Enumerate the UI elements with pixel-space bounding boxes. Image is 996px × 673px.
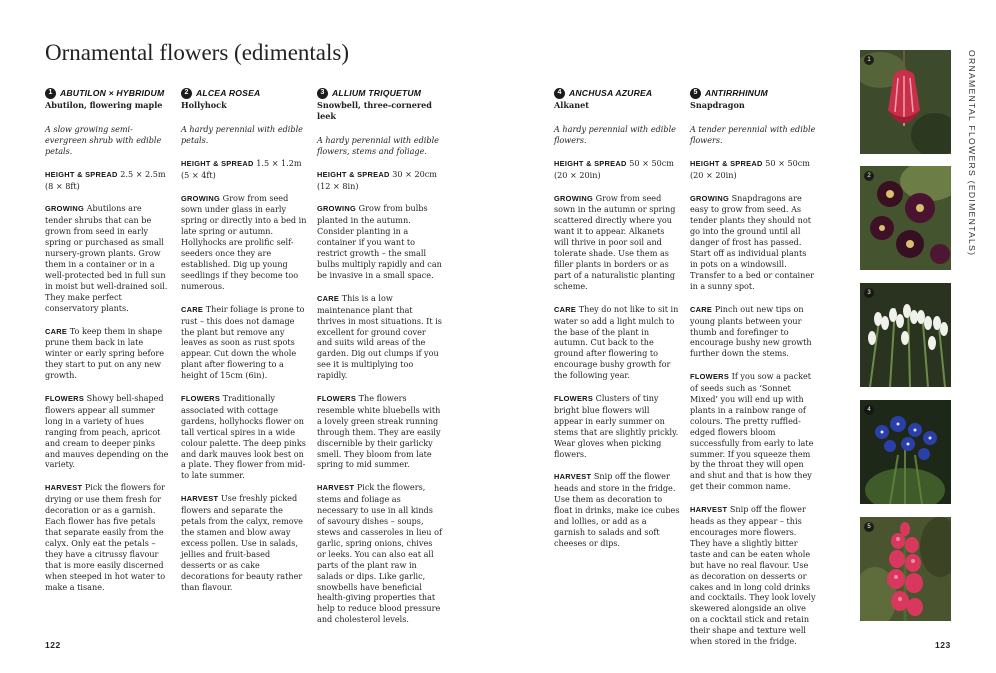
plant-common-name: Snapdragon — [690, 100, 745, 110]
height-spread — [181, 158, 307, 181]
section-label: GROWING — [317, 204, 357, 214]
flowers-section — [181, 393, 307, 481]
section-label: CARE — [181, 304, 204, 314]
hollyhock-photo-icon — [860, 166, 951, 270]
section-label: GROWING — [181, 193, 221, 203]
plant-number-badge: 5 — [690, 88, 701, 99]
harvest-section — [690, 504, 816, 647]
section-label: HARVEST — [690, 505, 728, 515]
photo-number-badge: 3 — [864, 288, 874, 298]
care-section — [181, 304, 307, 381]
side-heading: ORNAMENTAL FLOWERS (EDIMENTALS) — [967, 50, 977, 257]
section-label: CARE — [317, 293, 340, 303]
page-number-right: 123 — [935, 640, 951, 650]
harvest-section — [45, 482, 171, 592]
section-text: Pinch out new tips on young plants between your thumb and forefinger to encourage bushy new growth further down the stems. — [690, 303, 812, 359]
section-text: Grow from seed sown in the autumn or spring scattered directly where you want it to appear. Alkanets will thrive in poor soil and tolerate shade. Use them as filler plants in borders or as part of a naturalistic planting scheme. — [554, 192, 676, 291]
plant-heading — [45, 88, 171, 99]
section-text: Clusters of tiny bright blue flowers will appear in early summer on stems that are slightly prickly. Wear gloves when picking flowers. — [554, 393, 679, 459]
plant-heading — [181, 88, 307, 99]
section-label: FLOWERS — [181, 394, 221, 404]
section-label: FLOWERS — [690, 372, 730, 382]
plant-description: A hardy perennial with edible flowers, stems and foliage. — [317, 134, 439, 156]
page-number-left: 122 — [45, 640, 61, 650]
section-label: HARVEST — [317, 483, 355, 493]
section-text: Grow from seed sown under glass in early spring or directly into a bed in late spring or autumn. Hollyhocks are prolific self-seeders once they are established. Dig up young seedlings if they become too numerous. — [181, 192, 307, 291]
harvest-section — [317, 482, 443, 625]
plant-latin-name: ALLIUM TRIQUETUM — [332, 88, 422, 99]
section-label: HEIGHT & SPREAD — [690, 158, 763, 168]
page-title: Ornamental flowers (edimentals) — [45, 40, 349, 65]
plant-common-name: Snowbell, three-cornered leek — [317, 100, 432, 121]
section-text: If you sow a packet of seeds such as ‘Sonnet Mixed’ you will end up with plants in a rainbow range of colours. The pretty ruffled-edged flowers bloom successfully from early to late summer. If you squeeze them by the throat they will open and shut and that is how they get their common name. — [690, 371, 814, 492]
section-label: CARE — [45, 326, 68, 336]
section-label: HEIGHT & SPREAD — [45, 169, 118, 179]
section-text: Use freshly picked flowers and separate the petals from the calyx, remove the stamen and blow away excess pollen. Use in salads, jellies and fruit-based desserts or as cake decorations for beauty rather than flavour. — [181, 493, 303, 592]
harvest-section — [181, 493, 307, 592]
section-label: HEIGHT & SPREAD — [554, 158, 627, 168]
section-label: HARVEST — [45, 483, 83, 493]
flowers-section — [317, 393, 443, 470]
section-text: Pick the flowers for drying or use them fresh for decoration or as a garnish. Each flower has five petals that separate easily from the calyx. Only eat the petals – they have a citrussy flavour that is more easily discerned when steeped in hot water to make a tisane. — [45, 482, 166, 592]
plant-common-name: Abutilon, flowering maple — [45, 100, 163, 110]
plant-common-name: Alkanet — [554, 100, 589, 110]
care-section — [690, 304, 816, 360]
snowbell-photo-icon — [860, 283, 951, 387]
section-label: HEIGHT & SPREAD — [317, 169, 390, 179]
section-text: To keep them in shape prune them back in late winter or early spring before they start to put on any new growth. — [45, 325, 165, 381]
photo-alkanet — [860, 400, 951, 504]
section-text: Showy bell-shaped flowers appear all summer long in a variety of hues ranging from peach, apricot and cream to deeper pinks and mauves depending on the variety. — [45, 393, 169, 470]
section-label: GROWING — [45, 204, 85, 214]
plant-latin-name: ALCEA ROSEA — [196, 88, 261, 99]
section-text: 30 × 20cm (12 × 8in) — [317, 168, 437, 191]
section-text: Pick the flowers, stems and foliage as necessary to use in all kinds of savoury dishes – soups, stews and casseroles in lieu of garlic, spring onions, chives or leeks. You can also eat all parts of the plant raw in salads or dips. Like garlic, snowbells have beneficial health-giving properties that help to reduce blood pressure and cholesterol levels. — [317, 482, 442, 625]
photo-snapdragon — [860, 517, 951, 621]
section-text: Abutilons are tender shrubs that can be grown from seed in early spring or purchased as small nursery-grown plants. Grow them in a container or in a well-protected bed in full sun in moist but well-drained soil. They make perfect conservatory plants. — [45, 203, 168, 313]
plant-heading — [317, 88, 443, 99]
section-label: HARVEST — [554, 472, 592, 482]
photo-number-badge: 5 — [864, 522, 874, 532]
section-text: This is a low maintenance plant that thrives in most situations. It is excellent for ground cover and suits wild areas of the garden. Dig out clumps if you see it is multiplying too rapidly. — [317, 292, 442, 381]
section-text: Their foliage is prone to rust – this does not damage the plant but remove any leaves as soon as rust spots appear. Cut down the whole plant after flowering to a height of 15cm (6in). — [181, 303, 305, 381]
plant-description: A hardy perennial with edible petals. — [181, 123, 303, 145]
height-spread — [554, 158, 680, 181]
plant-description: A tender perennial with edible flowers. — [690, 123, 816, 145]
flowers-section — [45, 393, 171, 470]
section-text: Snip off the flower heads and store in the fridge. Use them as decoration to float in drinks, make ice cubes and lollies, or add as a garnish to salads and soft cheeses or dips. — [554, 471, 680, 548]
plant-entry-alcea — [181, 88, 307, 592]
height-spread — [690, 158, 816, 181]
growing-section — [690, 193, 816, 292]
growing-section — [554, 193, 680, 292]
plant-common-name: Hollyhock — [181, 100, 227, 110]
care-section — [317, 293, 443, 381]
growing-section — [45, 203, 171, 313]
care-section — [45, 326, 171, 382]
flowers-section — [554, 393, 680, 459]
height-spread — [45, 169, 171, 192]
section-label: HEIGHT & SPREAD — [181, 158, 254, 168]
section-label: FLOWERS — [317, 394, 357, 404]
plant-latin-name: ABUTILON × HYBRIDUM — [60, 88, 165, 99]
section-label: FLOWERS — [45, 394, 85, 404]
photo-number-badge: 4 — [864, 405, 874, 415]
section-label: FLOWERS — [554, 394, 594, 404]
plant-heading — [554, 88, 680, 99]
growing-section — [181, 193, 307, 292]
section-text: 50 × 50cm (20 × 20in) — [690, 157, 810, 180]
plant-entry-antirrhinum — [690, 88, 816, 647]
section-text: Grow from bulbs planted in the autumn. Consider planting in a container if you want to restrict growth – the small bulbs multiply rapidly and can be invasive in a small space. — [317, 203, 442, 280]
growing-section — [317, 203, 443, 280]
plant-description: A hardy perennial with edible flowers. — [554, 123, 676, 145]
height-spread — [317, 169, 443, 192]
flowers-section — [690, 371, 816, 492]
harvest-section — [554, 471, 680, 548]
photo-abutilon — [860, 50, 951, 154]
photo-snowbell — [860, 283, 951, 387]
section-text: Snip off the flower heads as they appear – this encourages more flowers. They have a slightly bitter taste and can be eaten whole but have no real flavour. Use as decoration on desserts or cakes and in long cold drinks and cocktails. They look lovely skewered alongside an olive on a cocktail stick and retain their shape and texture well when stored in the fridge. — [690, 504, 816, 647]
section-text: 2.5 × 2.5m (8 × 8ft) — [45, 168, 166, 191]
photo-number-badge: 1 — [864, 55, 874, 65]
snapdragon-photo-icon — [860, 517, 951, 621]
photo-hollyhock — [860, 166, 951, 270]
plant-description: A slow growing semi-evergreen shrub with edible petals. — [45, 123, 162, 156]
plant-latin-name: ANCHUSA AZUREA — [569, 88, 653, 99]
plant-entry-allium — [317, 88, 443, 625]
abutilon-photo-icon — [860, 50, 951, 154]
section-text: Snapdragons are easy to grow from seed. As tender plants they should not go into the ground until all danger of frost has passed. Start off as individual plants in pots on a windowsill. Transfer to a bed or container in a sunny spot. — [690, 192, 814, 291]
section-text: 50 × 50cm (20 × 20in) — [554, 157, 674, 180]
section-text: The flowers resemble white bluebells with a lovely green streak running through them. They are easily discernible by their garlicky smell. They bloom from late spring to mid summer. — [317, 393, 441, 470]
section-label: GROWING — [690, 193, 730, 203]
plant-number-badge: 1 — [45, 88, 56, 99]
care-section — [554, 304, 680, 381]
plant-heading — [690, 88, 816, 99]
section-text: 1.5 × 1.2m (5 × 4ft) — [181, 157, 302, 180]
section-label: GROWING — [554, 193, 594, 203]
section-label: CARE — [690, 304, 713, 314]
section-text: They do not like to sit in water so add a light mulch to the base of the plant in autumn. Cut back to the ground after flowering to encourage bushy growth for the following year. — [554, 303, 679, 381]
plant-latin-name: ANTIRRHINUM — [705, 88, 768, 99]
plant-number-badge: 3 — [317, 88, 328, 99]
plant-number-badge: 2 — [181, 88, 192, 99]
section-label: CARE — [554, 304, 577, 314]
plant-entry-anchusa — [554, 88, 680, 549]
plant-number-badge: 4 — [554, 88, 565, 99]
alkanet-photo-icon — [860, 400, 951, 504]
plant-entry-abutilon — [45, 88, 171, 592]
section-text: Traditionally associated with cottage gardens, hollyhocks flower on tall vertical spires in a wide colour palette. The deep pinks and dark mauves look best on a plate. They flower from mid- to late summer. — [181, 393, 306, 481]
section-label: HARVEST — [181, 494, 219, 504]
photo-number-badge: 2 — [864, 171, 874, 181]
